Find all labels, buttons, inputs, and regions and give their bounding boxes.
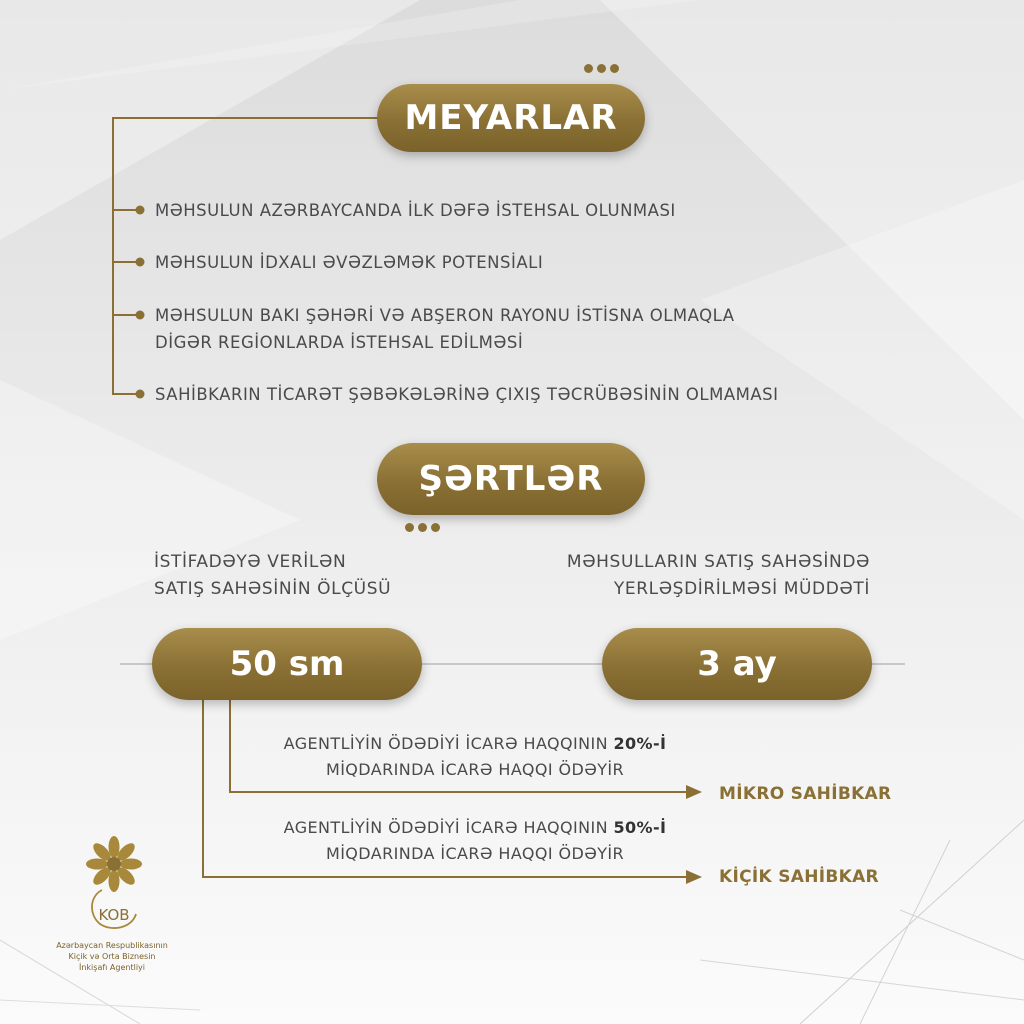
decor-dots-bottom: [405, 523, 440, 532]
duration-value: 3 ay: [697, 644, 777, 684]
criterion-bullet-1: [136, 206, 145, 215]
area-value: 50 sm: [229, 644, 345, 684]
criteria-title: MEYARLAR: [404, 98, 618, 138]
payment-note-small: AGENTLİYİN ÖDƏDİYİ İCARƏ HAQQININ 50%-İ MİQDARINDA İCARƏ HAQQI ÖDƏYİR: [283, 818, 667, 863]
area-value-pill: [152, 628, 422, 700]
conditions-title-pill: [377, 443, 645, 515]
entrepreneur-micro: MİKRO SAHİBKAR: [719, 784, 892, 804]
criterion-2: MƏHSULUN İDXALI ƏVƏZLƏMƏK POTENSİALI: [155, 253, 544, 272]
kob-logo-icon: [72, 830, 156, 935]
criterion-bullet-2: [136, 258, 145, 267]
criterion-bullet-4: [136, 390, 145, 399]
logo-abbr: KOB: [98, 906, 130, 924]
criterion-3: MƏHSULUN BAKI ŞƏHƏRİ VƏ ABŞERON RAYONU İSTİSNA OLMAQLA DİGƏR REGİONLARDA İSTEHSAL EDİLMƏSİ: [155, 306, 735, 352]
duration-value-pill: [602, 628, 872, 700]
payment-percent-micro: 20%-İ: [613, 734, 667, 753]
decor-dots-top: [584, 64, 619, 73]
criterion-1: MƏHSULUN AZƏRBAYCANDA İLK DƏFƏ İSTEHSAL OLUNMASI: [155, 201, 676, 220]
criteria-title-pill: [377, 84, 645, 152]
logo-org-name: Azərbaycan Respublikasının Kiçik və Orta Biznesin İnkişafı Agentliyi: [56, 941, 168, 972]
payment-percent-small: 50%-İ: [613, 818, 667, 837]
conditions-title: ŞƏRTLƏR: [418, 459, 604, 499]
criterion-4: SAHİBKARIN TİCARƏT ŞƏBƏKƏLƏRİNƏ ÇIXIŞ TƏCRÜBƏSİNİN OLMAMASI: [155, 385, 779, 404]
criterion-bullet-3: [136, 311, 145, 320]
payment-note-micro: AGENTLİYİN ÖDƏDİYİ İCARƏ HAQQININ 20%-İ MİQDARINDA İCARƏ HAQQI ÖDƏYİR: [283, 734, 667, 779]
duration-label: MƏHSULLARIN SATIŞ SAHƏSİNDƏ YERLƏŞDİRİLMƏSİ MÜDDƏTİ: [566, 552, 870, 599]
entrepreneur-small: KİÇİK SAHİBKAR: [719, 867, 879, 887]
area-label: İSTİFADƏYƏ VERİLƏN SATIŞ SAHƏSİNİN ÖLÇÜSÜ: [154, 552, 392, 599]
